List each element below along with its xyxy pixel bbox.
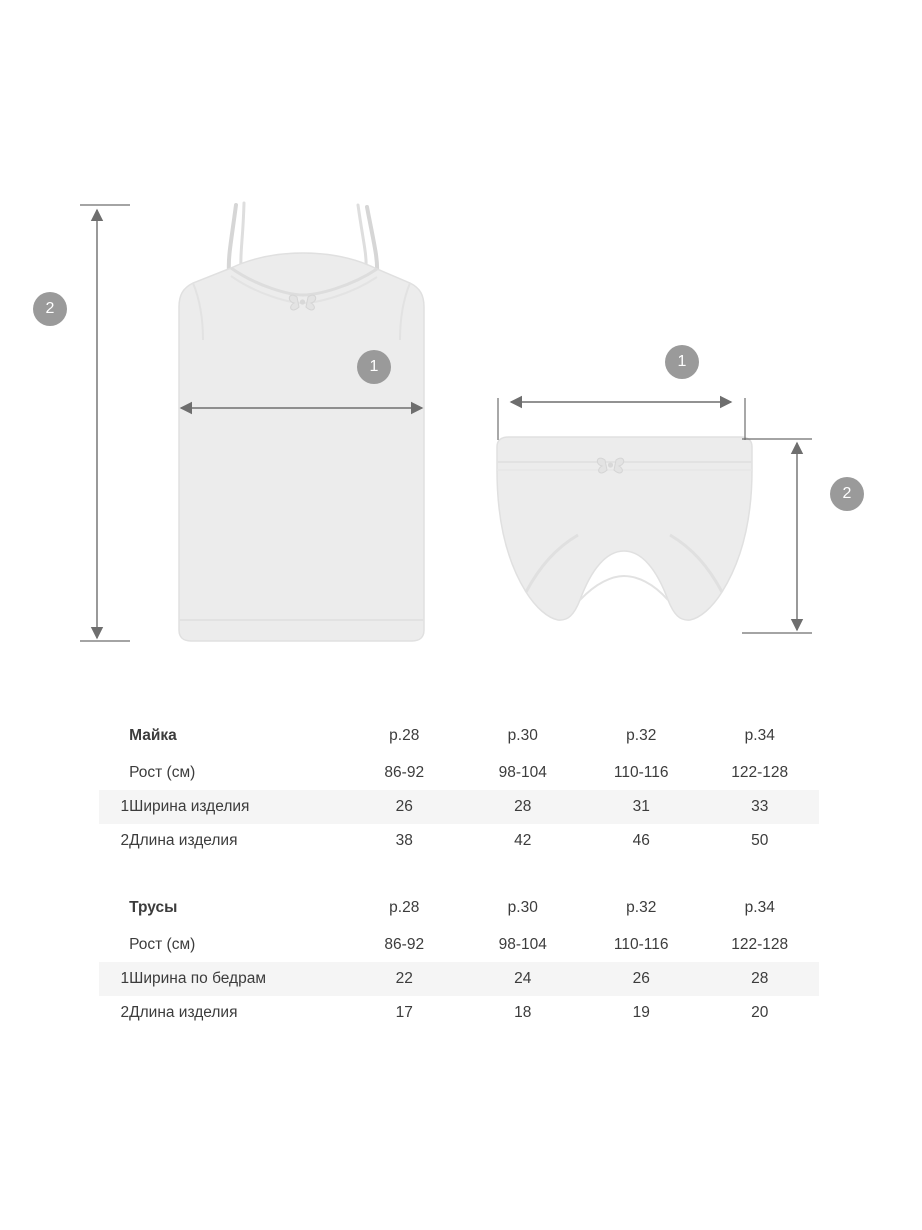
row-value: 122-128: [731, 936, 789, 953]
row-value: 26: [345, 790, 463, 824]
row-value: 31: [582, 790, 700, 824]
row-value: 20: [751, 1004, 769, 1021]
row-value: 18: [514, 1004, 532, 1021]
row-index: [99, 716, 129, 756]
size-header: р.34: [744, 899, 775, 916]
badge-camisole-length: 2: [33, 292, 67, 326]
table-row: [99, 824, 819, 858]
row-index: [99, 888, 129, 928]
row-value: 26: [582, 962, 700, 996]
row-label: Ширина изделия: [129, 790, 345, 824]
row-value: 28: [700, 962, 819, 996]
row-value: 42: [514, 832, 532, 849]
row-index: [99, 928, 129, 962]
table-row: [99, 996, 819, 1030]
table-header-row: [99, 888, 819, 928]
row-value: 22: [345, 962, 463, 996]
row-value: 17: [395, 1004, 413, 1021]
table-row: [99, 928, 819, 962]
row-label: Длина изделия: [129, 1004, 238, 1021]
size-tables: [0, 716, 922, 1030]
table-row: [99, 756, 819, 790]
row-value: 86-92: [384, 936, 425, 953]
briefs-shape: [497, 437, 752, 620]
row-value: 19: [632, 1004, 650, 1021]
row-value: 33: [700, 790, 819, 824]
row-index: 1: [99, 790, 129, 824]
row-label: Рост (см): [129, 936, 196, 953]
badge-briefs-width: 1: [665, 345, 699, 379]
size-header: р.34: [744, 727, 775, 744]
size-table-camisole: [99, 716, 819, 858]
badge-briefs-length: 2: [830, 477, 864, 511]
table-title: Трусы: [129, 899, 178, 916]
row-value: 86-92: [384, 764, 425, 781]
table-row: [99, 790, 819, 824]
row-value: 110-116: [613, 936, 669, 953]
briefs-width-dimension: [498, 398, 745, 440]
row-value: 122-128: [731, 764, 789, 781]
size-table-briefs: [99, 888, 819, 1030]
badge-camisole-width: 1: [357, 350, 391, 384]
size-header: р.32: [626, 727, 657, 744]
size-header: р.30: [507, 899, 538, 916]
size-header: р.28: [389, 899, 420, 916]
row-index: 2: [120, 1004, 130, 1021]
table-header-row: [99, 716, 819, 756]
size-header: р.28: [389, 727, 420, 744]
table-row: [99, 962, 819, 996]
row-label: Рост (см): [129, 764, 196, 781]
row-label: Ширина по бедрам: [129, 962, 345, 996]
row-index: [99, 756, 129, 790]
row-value: 110-116: [613, 764, 669, 781]
row-value: 98-104: [498, 764, 547, 781]
size-header: р.30: [507, 727, 538, 744]
row-value: 98-104: [498, 936, 547, 953]
size-header: р.32: [626, 899, 657, 916]
row-value: 28: [464, 790, 582, 824]
table-title: Майка: [129, 727, 177, 744]
row-index: 1: [99, 962, 129, 996]
camisole-shape: [179, 203, 424, 641]
row-value: 38: [395, 832, 413, 849]
camisole-height-dimension: [80, 205, 130, 641]
row-value: 46: [632, 832, 650, 849]
row-value: 50: [751, 832, 769, 849]
row-value: 24: [464, 962, 582, 996]
row-index: 2: [120, 832, 130, 849]
row-label: Длина изделия: [129, 832, 238, 849]
